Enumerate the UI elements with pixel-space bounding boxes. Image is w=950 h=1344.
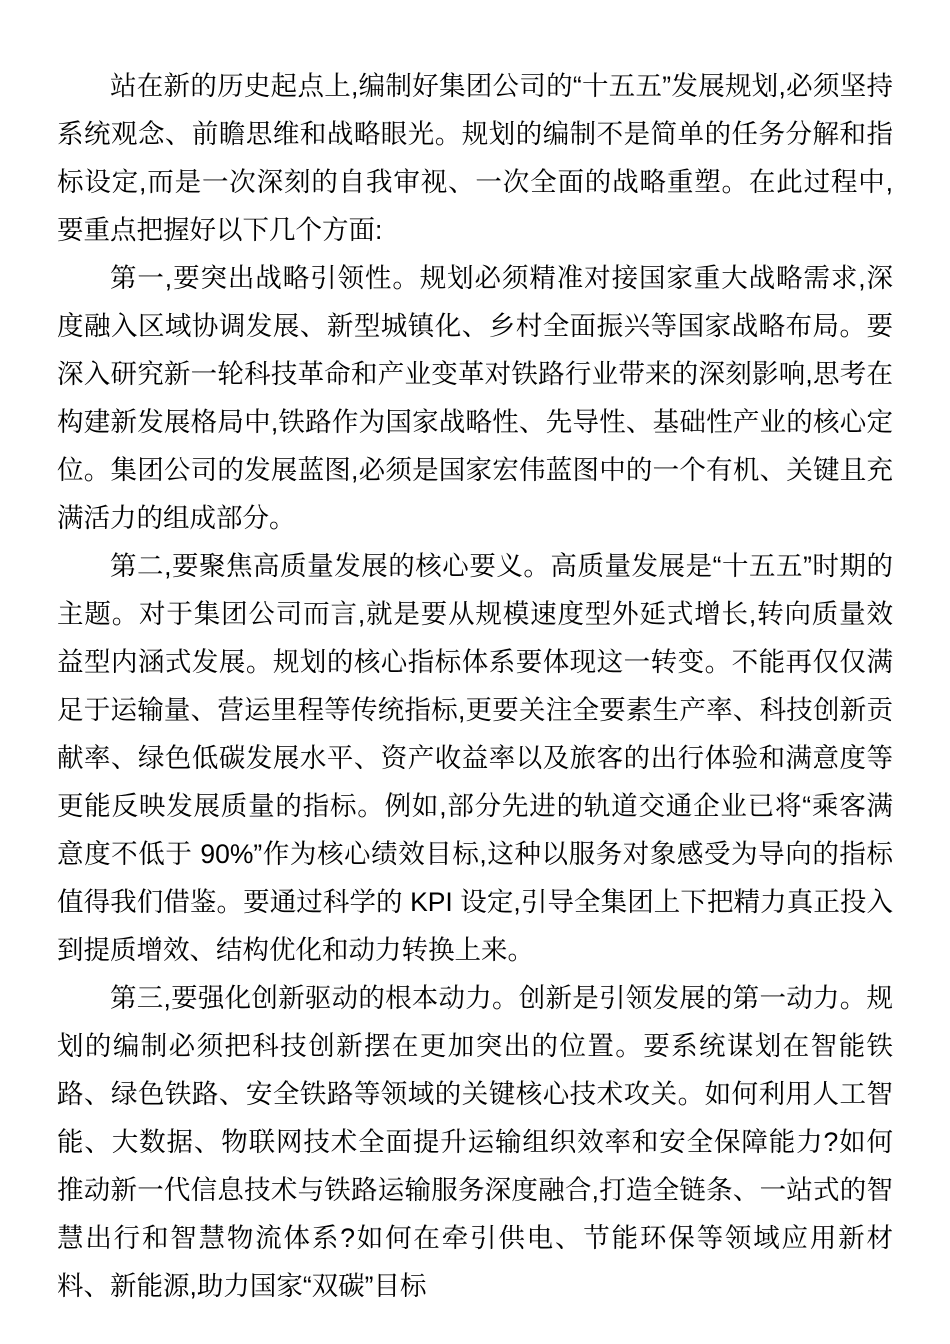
paragraph-intro: 站在新的历史起点上,编制好集团公司的“十五五”发展规划,必须坚持系统观念、前瞻思维和战略眼光。规划的编制不是简单的任务分解和指标设定,而是一次深刻的自我审视、一次全面的战略重塑。在此过程中,要重点把握好以下几个方面: [57, 71, 893, 245]
paragraph-point-two: 第二,要聚焦高质量发展的核心要义。高质量发展是“十五五”时期的主题。对于集团公司而言,就是要从规模速度型外延式增长,转向质量效益型内涵式发展。规划的核心指标体系要体现这一转变。不能再仅仅满足于运输量、营运里程等传统指标,更要关注全要素生产率、科技创新贡献率、绿色低碳发展水平、资产收益率以及旅客的出行体验和满意度等更能反映发展质量的指标。例如,部分先进的轨道交通企业已将“乘客满意度不低于 90%”作为核心绩效目标,这种以服务对象感受为导向的指标值得我们借鉴。要通过科学的 KPI 设定,引导全集团上下把精力真正投入到提质增效、结构优化和动力转换上来。 [57, 551, 893, 965]
paragraph-point-one: 第一,要突出战略引领性。规划必须精准对接国家重大战略需求,深度融入区域协调发展、新型城镇化、乡村全面振兴等国家战略布局。要深入研究新一轮科技革命和产业变革对铁路行业带来的深刻影响,思考在构建新发展格局中,铁路作为国家战略性、先导性、基础性产业的核心定位。集团公司的发展蓝图,必须是国家宏伟蓝图中的一个有机、关键且充满活力的组成部分。 [57, 263, 893, 533]
document-text-column [57, 62, 893, 1310]
paragraph-point-three: 第三,要强化创新驱动的根本动力。创新是引领发展的第一动力。规划的编制必须把科技创新摆在更加突出的位置。要系统谋划在智能铁路、绿色铁路、安全铁路等领域的关键核心技术攻关。如何利用人工智能、大数据、物联网技术全面提升运输组织效率和安全保障能力?如何推动新一代信息技术与铁路运输服务深度融合,打造全链条、一站式的智慧出行和智慧物流体系?如何在牵引供电、节能环保等领域应用新材料、新能源,助力国家“双碳”目标 [57, 983, 893, 1301]
